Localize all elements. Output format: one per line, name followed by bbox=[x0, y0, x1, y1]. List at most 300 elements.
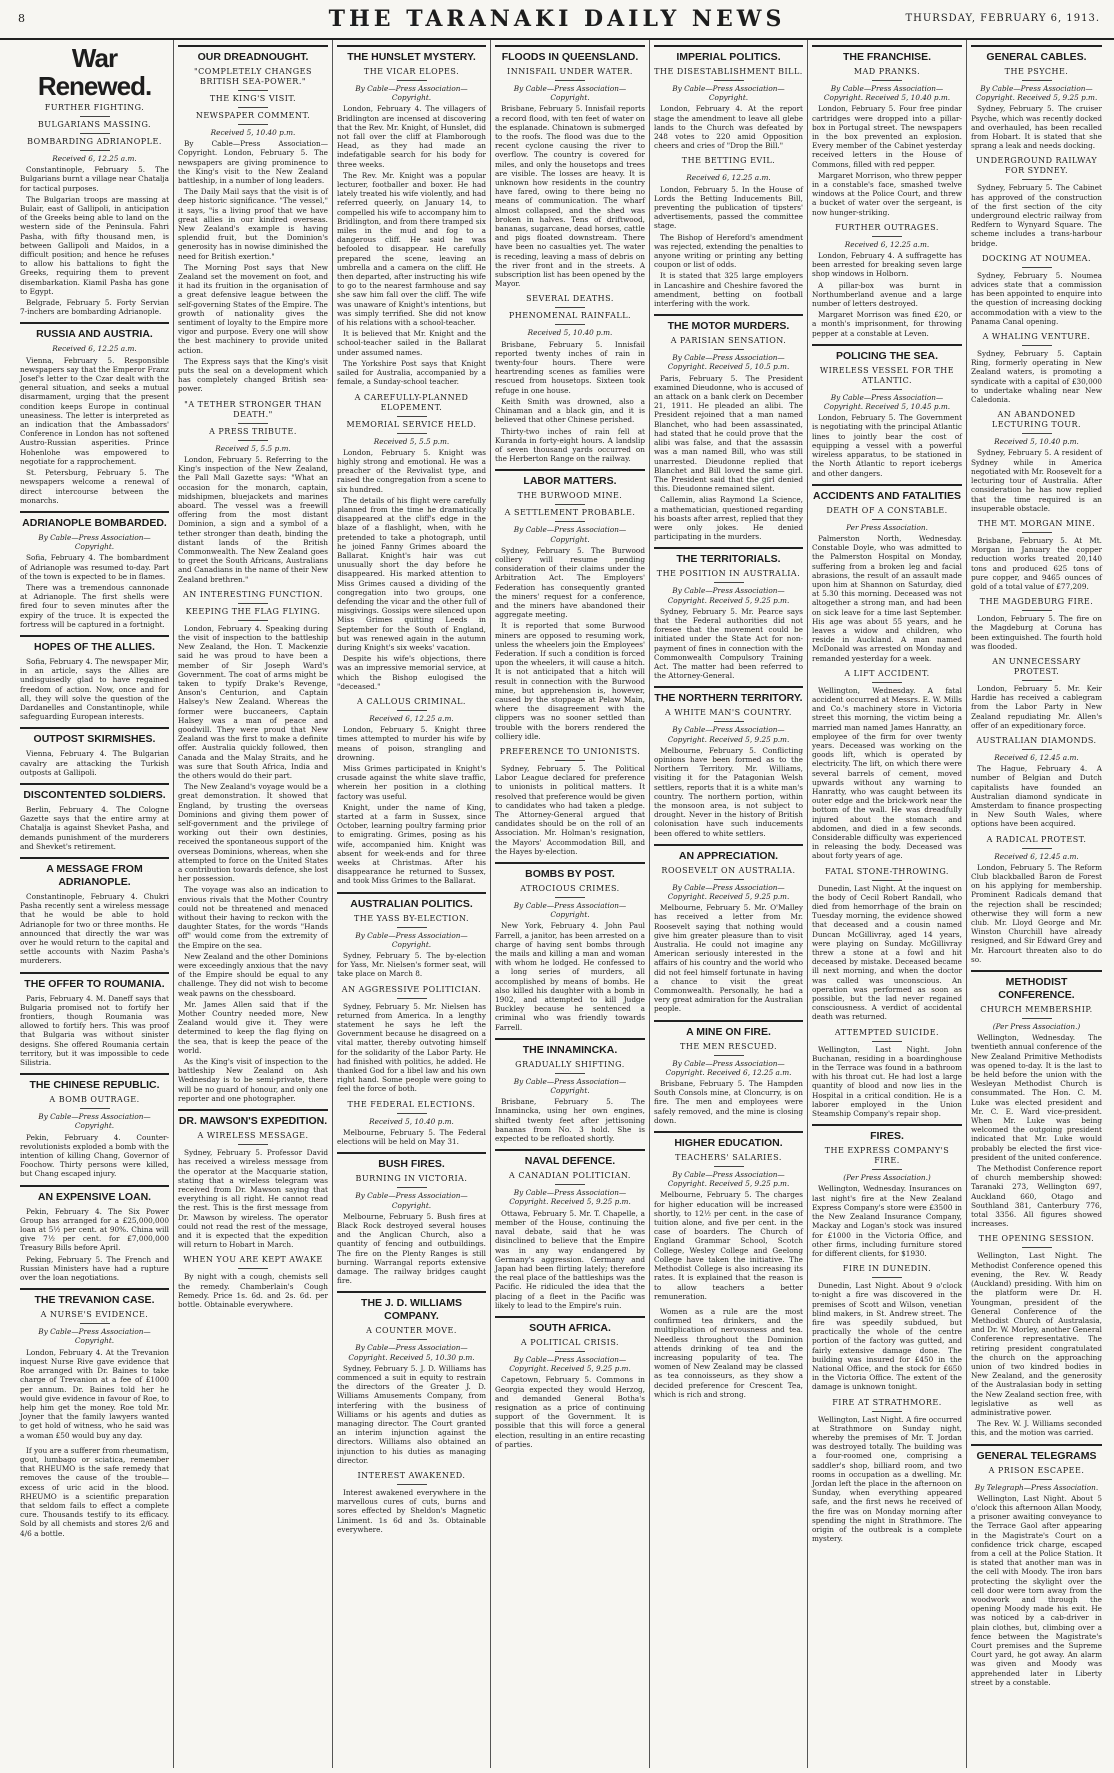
article bbox=[971, 519, 1102, 591]
article-headline: THE MOTOR MURDERS. bbox=[654, 314, 803, 333]
dateline: Received 5, 5.5 p.m. bbox=[373, 436, 450, 446]
dateline: Received 6, 12.25 a.m. bbox=[686, 173, 771, 183]
article-headline: A MINE ON FIRE. bbox=[654, 1020, 803, 1039]
article-paragraph: London, February 5. The Reform Club blackballed Baron de Forest on his applying for membership. Prominent Radicals demand that the rejection shall be rescinded; otherwise they will form a new club. Mr. Lloyd George and Mr. Winston Churchill have already resigned, and Sir Edward Grey and Mr. Harcourt threaten also to do so. bbox=[971, 862, 1102, 964]
divider bbox=[872, 682, 902, 683]
article bbox=[495, 747, 645, 856]
divider bbox=[397, 998, 427, 999]
article bbox=[812, 1028, 962, 1119]
article-paragraph: Palmerston North, Wednesday. Constable Doyle, who was admitted to the Palmerston Hospital on Monday, suffering from a broken leg and facial abrasions, the result of an assault made upon him at Shannon on Saturday, died at 5.30 this morning. Deceased was not altogether a strong man, and had been on sick leave for a time last September. His age was about 55 years, and he leaves a widow and children, who reside in Auckland. A man named McDonald was arrested on Monday and remanded yesterday for a week. bbox=[812, 533, 962, 663]
divider bbox=[714, 1055, 744, 1056]
article-paragraph: Belgrade, February 5. Forty Servian 7-inchers are bombarding Adrianople. bbox=[20, 298, 169, 317]
article-paragraph: Sofia, February 4. The newspaper Mir, in an article, says the Allies are undisguisedly glad to have regained freedom of action. Now, once and for all, they will solve the question of the Dardanelles and Constantinople, while safeguarding European interests. bbox=[20, 656, 169, 722]
article-paragraph: Despite his wife's objections, there was an impressive memorial service, at which the Bishop eulogised the "deceased." bbox=[337, 654, 486, 691]
article-paragraph: The details of his flight were carefully planned from the time he dramatically disappeared at the cliff's edge in the blaze of a flashlight, when, with he pretended to take a photograph, until he joined Fanny Grimes aboard the Ballarat. Knight's hair was cut unusually short the day before he disappeared. His marked attention to Miss Grimes caused a dividing of the congregation into two groups, one defending the vicar and the other full of misgivings. Gossips were silenced upon Miss Grimes quitting Leeds in September for the South of England, but was renewed again in the autumn during Knight's six weeks' vacation. bbox=[337, 495, 486, 652]
article-paragraph: Sydney, February 5. The by-election for Yass, Mr. Nielsen's former seat, will take place on March 8. bbox=[337, 951, 486, 979]
article-paragraph: Wellington, Last Night. About 5 o'clock this afternoon Allan Moody, a prisoner awaiting conveyance to the Terrace Gaol after appearing in the Magistrate's Court on a confidence trick charge, escaped from a cell at the Police Station. It is stated that another man was in the cell with Moody. The iron bars protecting the skylight over the cell door were torn away from the woodwork and through the opening Moody made his exit. He was noticed by a cab-driver in plain clothes, but, climbing over a fence between the Magistrate's Court premises and the Supreme Court yard, he got away. An alarm was given and Moody was apprehended later in Liberty street by a constable. bbox=[971, 1493, 1102, 1687]
article-subheading: WIRELESS VESSEL FOR THE ATLANTIC. bbox=[819, 365, 955, 385]
article bbox=[812, 1398, 962, 1544]
article-paragraph: The Rev. Mr. Knight was a popular lecturer, footballer and boxer. He had lately treated his wife violently, and had referred queerly, on January 14, to compelled his wife to accompany him to Bridlington, and from there tramped six miles in the mud and fog to a dangerous cliff. He said he was befooled to disappear. He carefully prepared the scene, leaving an umbrella and a camera on the cliff. He then departed, after instructing his wife to go to the nearest farmhouse and say she saw him fall over the cliff. The wife was unaware of Knight's intentions, but was simply terrified. She did not know of his relations with a school-teacher. bbox=[337, 170, 486, 328]
divider bbox=[238, 90, 268, 91]
article-subheading: FATAL STONE-THROWING. bbox=[825, 866, 949, 876]
article-paragraph: The Morning Post says that New Zealand set the movement on foot, and it had its fruition in the organisation of a great defensive league between the self-governing States of the Empire. The growth of nationality gives the sentiment of loyalty to the Empire more vigor and purpose. Every one will show the best machinery to provide united action. bbox=[178, 262, 328, 355]
article-subheading: A CAREFULLY-PLANNED ELOPEMENT. bbox=[354, 392, 469, 412]
article-paragraph: Berlin, February 4. The Cologne Gazette says that the entire army at Chatalja is against Shevket Pasha, and demands punishment of the murderers and Shevket's retirement. bbox=[20, 804, 169, 851]
article bbox=[495, 294, 645, 463]
article-subheading: THE MAGDEBURG FIRE. bbox=[979, 597, 1094, 607]
article-paragraph: Sydney, February 5. A resident of Sydney while in America negotiated with Mr. Roosevelt for a lecturing tour of Australia. After consideration he has now replied that the time required is an insuperable obstacle. bbox=[971, 448, 1102, 513]
article-subheading: NEWSPAPER COMMENT. bbox=[195, 111, 311, 120]
article bbox=[971, 156, 1102, 247]
article-paragraph: London, February 4. At the report stage the amendment to leave all glebe lands to the Church was defeated by 248 votes to 220 amid Opposition cheers and cries of "Drop the Bill." bbox=[654, 104, 803, 151]
divider bbox=[714, 879, 744, 880]
article-subheading: THE PSYCHE. bbox=[1004, 67, 1069, 76]
article-paragraph: Sydney, February 5. The Cabinet has approved of the construction of the first section of the city underground electric railway from Redfern to Wynyard Square. The scheme includes a trans-harbour bridge. bbox=[971, 183, 1102, 248]
article-paragraph: London, February 4. A suffragette has been arrested for breaking seven large shop windows in Holborn. bbox=[812, 251, 962, 279]
article-paragraph: Melbourne, February 5. Bush fires at Black Rock destroyed several houses and the Anglican Church, also a quantity of fencing and outbuildings. The fire on the Plenty Ranges is still burning. Warrangal reports extensive damage. The railway bridges caught fire. bbox=[337, 1211, 486, 1286]
article-headline: AN APPRECIATION. bbox=[654, 844, 803, 863]
article-paragraph: Mr. James Allen said that if the Mother Country needed more, New Zealand would give it. They were determined to keep the flag flying on the sea, that is keep the peace of the world. bbox=[178, 999, 328, 1055]
article-headline: BOMBS BY POST. bbox=[495, 862, 645, 881]
article-headline: DR. MAWSON'S EXPEDITION. bbox=[178, 1109, 328, 1128]
divider bbox=[397, 1339, 427, 1340]
divider bbox=[872, 519, 902, 520]
article-paragraph: Sydney, February 5. The cruiser Psyche, which was recently docked and overhauled, has been recalled from Hobart. It is stated that she sprang a leak and needs docking. bbox=[971, 104, 1102, 151]
article bbox=[20, 511, 169, 629]
article-paragraph: The Rev. W. J. Williams seconded this, and the motion was carried. bbox=[971, 1419, 1102, 1438]
article-subheading: SEVERAL DEATHS. bbox=[526, 294, 614, 304]
article-paragraph: Capetown, February 5. Commons in Georgia expected they would Herzog, and demanded General Botha's resignation as a price of continuing support of the Government. It is possible that this will force a general election, resulting in an entire recasting of parties. bbox=[495, 1375, 645, 1449]
article-paragraph: Paris, February 5. The President examined Dieudonne, who is accused of an attack on a bank clerk on December 21, 1911. He pleaded an alibi. The President rejoined that a man named Blanchet, who had been assassinated, had stated that he could prove that the alibi was false, and that the assassin was a man named Bill, who was still unarrested. Dieudonne replied that Blanchet and Bill loved the same girl. The President said that the girl denied this. Dieudonne remained silent. bbox=[654, 373, 803, 494]
divider bbox=[238, 440, 268, 441]
article bbox=[495, 469, 645, 741]
divider bbox=[555, 324, 585, 325]
article bbox=[812, 223, 962, 338]
column-6 bbox=[808, 40, 967, 1768]
article-paragraph: The Bulgarian troops are massing at Bulair, east of Gallipoli, in anticipation of the Greeks being able to land on the western side of the Peninsula. Fahri Pasha, with fifty thousand men, is between Gallipoli and Maidos, in a difficult position; and hence he refuses to allow his battalions to fight the Greeks, requiring them to prevent disembarkation. Kiamil Pasha has gone to Egypt. bbox=[20, 194, 169, 296]
article-paragraph: If you are a sufferer from rheumatism, gout, lumbago or sciatica, remember that RHEUMO is the safe remedy that removes the cause of the trouble—excess of uric acid in the blood. RHEUMO is a scientific preparation that seldom fails to effect a complete cure. Thousands testify to its efficacy. Sold by all chemists and stores 2/6 and 4/6 a bottle. bbox=[20, 1445, 169, 1538]
article-paragraph: Melbourne, February 5. Mr. O'Malley has received a letter from Mr. Roosevelt saying that nothing would give him greater pleasure than to visit Australia. He could not imagine any American seriously interested in the affairs of his country and the world who did not feel himself fortunate in having a chance to visit the great Commonwealth. Personally, he had a very great admiration for the Australian people. bbox=[654, 903, 803, 1014]
article bbox=[812, 344, 962, 478]
article-headline: METHODIST CONFERENCE. bbox=[971, 970, 1102, 1002]
divider bbox=[872, 236, 902, 237]
dateline: By Cable—Press Association—Copyright. bbox=[38, 1327, 151, 1346]
article-subheading: THE FEDERAL ELECTIONS. bbox=[347, 1099, 476, 1109]
article-headline: AN EXPENSIVE LOAN. bbox=[20, 1185, 169, 1204]
article-paragraph: The Bishop of Hereford's amendment was rejected, extending the penalties to anyone writing or printing any betting coupon or list of odds. bbox=[654, 232, 803, 270]
article-subheading: A LIFT ACCIDENT. bbox=[844, 668, 930, 678]
article-paragraph: London, February 5. Knight was highly strong and emotional. He was a preacher of the Revivalist type, and raised the congregation from a scene to six hundred. bbox=[337, 447, 486, 494]
dateline: Received 5, 10.40 p.m. bbox=[210, 128, 296, 137]
article bbox=[812, 1264, 962, 1391]
dateline: By Cable—Press Association—Copyright. Received 5, 9.25 p.m. bbox=[667, 1170, 790, 1189]
article bbox=[337, 1100, 486, 1147]
article-paragraph: By night with a cough, chemists sell the remedy. Chamberlain's Cough Remedy. Price 1s. 6d. and 2s. 6d. per bottle. Obtainable everywhere. bbox=[178, 1272, 328, 1309]
article-paragraph: Wellington, Wednesday. Insurances on last night's fire at the New Zealand Express Company's store were £3500 in the New Zealand Insurance Company, Mackay and Logan's stock was insured for £1000 in the Victoria Office, and other firms, including furniture stored for different clients, for $1930. bbox=[812, 1184, 962, 1258]
page-number: 8 bbox=[18, 12, 25, 25]
article-subheading: A WHALING VENTURE. bbox=[982, 332, 1091, 342]
article bbox=[971, 410, 1102, 513]
article-subheading: A RADICAL PROTEST. bbox=[986, 834, 1087, 844]
divider bbox=[1022, 749, 1052, 750]
divider bbox=[1022, 267, 1052, 268]
divider bbox=[397, 1113, 427, 1114]
article-paragraph: London, February 5. The fire on the Magdeburg at Coruna has been extinguished. The fourth hold was flooded. bbox=[971, 614, 1102, 651]
article-paragraph: Brisbane, February 5. At Mt. Morgan in January the copper reduction works treated 20,140 tons and produced 625 tons of pure copper, and 9465 ounces of gold of a total value of £77,209. bbox=[971, 535, 1102, 591]
article bbox=[971, 254, 1102, 326]
article-subheading: THE EXPRESS COMPANY'S FIRE. bbox=[824, 1146, 950, 1166]
article-paragraph: London, February 5. Mr. Keir Hardie has received a cablegram from the Labor Party in New Zealand repudiating Mr. Allen's offer of an expeditionary force. bbox=[971, 683, 1102, 730]
divider bbox=[714, 349, 744, 350]
article-paragraph: Paris, February 4. M. Daneff says that Bulgaria promised not to fortify her frontiers, though Roumania was allowed to fortify hers. This was proof that Bulgaria was without sinister designs. She offered Roumania certain territory, but it was impossible to cede Silistria. bbox=[20, 993, 169, 1068]
article bbox=[337, 697, 486, 886]
article-paragraph: Sydney, February 5. Captain Ring, formerly operating in New Zealand waters, is promoting a syndicate with a capital of £30,000 to undertake whaling near New Caledonia. bbox=[971, 349, 1102, 405]
article-subheading: AN ABANDONED LECTURING TOUR. bbox=[991, 410, 1082, 430]
divider bbox=[872, 389, 902, 390]
dateline: By Cable—Press Association—Copyright. bbox=[38, 1112, 151, 1131]
article bbox=[495, 1038, 645, 1143]
dateline: Received 5, 5.5 p.m. bbox=[215, 443, 291, 453]
article-subheading: "A TETHER STRONGER THAN DEATH." bbox=[184, 399, 322, 419]
article-paragraph: London, February 5. Four free pindar cartridges were dropped into a pillar-box in Portugal street. The newspapers in the box prevented an explosion. Every member of the Cabinet yesterday received letters in the House of Commons, filled with red pepper. bbox=[812, 104, 962, 169]
article-subheading: THE MEN RESCUED. bbox=[680, 1041, 777, 1051]
divider bbox=[1022, 1018, 1052, 1019]
article-paragraph: London, February 4. Speaking during the visit of inspection to the battleship New Zealand, the Hon. T. Mackenzie said he was proud to have been a member of Sir Joseph Ward's Government. The coat of arms might be taken to typify Drake's Revenge, Anson's Centurion, and Captain Halsey's New Zealand. Whereas the former were buccaneers, Captain Halsey was a man of peace and goodwill. They were proud that New Zealand was the first to make a definite offer. Australia quickly followed, then Canada and the Malay Straits, and he was sure that South Africa, India and the others would do their part. bbox=[178, 623, 328, 780]
article bbox=[812, 484, 962, 663]
divider bbox=[397, 433, 427, 434]
article-subheading: CHURCH MEMBERSHIP. bbox=[980, 1005, 1093, 1015]
article-paragraph: Sydney, February 5. Mr. Nielsen has returned from America. In a lengthy statement he says he left the Government because he disagreed on a vital matter, thereby outvoting himself for the solidarity of the Labor Party. He had finished with politics, he added. He thanked God for a libel law and his own right hand. Some people were going to feel the force of both. bbox=[337, 1001, 486, 1094]
article bbox=[178, 590, 328, 1103]
article bbox=[971, 1444, 1102, 1687]
masthead bbox=[0, 0, 1114, 40]
article-paragraph: London, February 5. Referring to the King's inspection of the New Zealand, the Pall Mall Gazette says: "What an occasion for the monarch, captain, midshipmen, bluejackets and marines aboard. The vessel was a freewill offering from the most distant Dominion, a sign and a symbol of a tether stronger than death, binding the distant lands of the British Commonwealth. The New Zealand goes to greet the South Africans, Australians and Canadians in the name of their New Zealand brethren." bbox=[178, 454, 328, 584]
article-headline: IMPERIAL POLITICS. bbox=[654, 45, 803, 64]
divider bbox=[872, 1277, 902, 1278]
article bbox=[20, 1288, 169, 1439]
article bbox=[654, 547, 803, 680]
dateline: By Cable—Press Association—Copyright. Received 5, 9.25 p.m. bbox=[667, 882, 790, 901]
dateline: By Cable—Press Association—Copyright. bbox=[38, 532, 151, 552]
article-paragraph: The Methodist Conference report of church membership showed: Taranaki 273, Wellington 697, Auckland 660, Otago and Southland 381, Canterbury 776, total 3356. All figures showed increases. bbox=[971, 1164, 1102, 1229]
article-subheading: THE BETTING EVIL. bbox=[681, 156, 776, 166]
article-headline: POLICING THE SEA. bbox=[812, 344, 962, 363]
article bbox=[654, 1307, 803, 1399]
article-headline: A MESSAGE FROM ADRIANOPLE. bbox=[20, 857, 169, 889]
article bbox=[337, 1471, 486, 1534]
dateline: Received 5, 10.40 p.m. bbox=[369, 1116, 454, 1126]
divider bbox=[555, 80, 585, 81]
dateline: Received 5, 10.40 p.m. bbox=[527, 328, 613, 338]
article-paragraph: Miss Grimes participated in Knight's crusade against the white slave traffic, wherein her position in a clothing factory was useful. bbox=[337, 764, 486, 801]
article-subheading: MEMORIAL SERVICE HELD. bbox=[346, 419, 477, 429]
article-subheading: A BOMB OUTRAGE. bbox=[49, 1095, 140, 1105]
article-paragraph: The voyage was also an indication to envious rivals that the Mother Country could not be threatened and menaced without their having to reckon with the daughter States, for the words "Hands off" would come from the extremity of the Empire on the sea. bbox=[178, 885, 328, 950]
divider bbox=[238, 107, 268, 108]
article-paragraph: Interest awakened everywhere in the marvellous cures of cuts, burns and sores effected by Sheldon's Magnetic Liniment. 1s 6d and 3s. Obtainable everywhere. bbox=[337, 1487, 486, 1534]
article-headline: ACCIDENTS AND FATALITIES bbox=[812, 484, 962, 503]
article bbox=[20, 783, 169, 851]
article bbox=[178, 1255, 328, 1309]
article-paragraph: London, February 4. The villagers of Bridlington are incensed at discovering that the Rev. Mr. Knight, of Hunslet, did not fall over the cliff at Flamborough Head, as they had made an indefatigable search for his body for three weeks. bbox=[337, 104, 486, 169]
article-headline: THE TREVANION CASE. bbox=[20, 1288, 169, 1307]
column-1 bbox=[16, 40, 174, 1768]
article-headline: SOUTH AFRICA. bbox=[495, 1316, 645, 1335]
divider bbox=[238, 124, 268, 125]
article-headline: FIRES. bbox=[812, 1124, 962, 1143]
divider bbox=[397, 80, 427, 81]
article bbox=[971, 332, 1102, 404]
divider bbox=[80, 1323, 110, 1324]
article bbox=[654, 1020, 803, 1125]
dateline: By Cable—Press Association—Copyright. Received 5, 9.25 p.m. bbox=[667, 725, 790, 744]
article-subheading: DEATH OF A CONSTABLE. bbox=[826, 505, 948, 515]
article bbox=[971, 657, 1102, 730]
article-paragraph: Vienna, February 4. The Bulgarian cavalry are attacking the Turkish outposts at Gallipoli. bbox=[20, 749, 169, 777]
divider bbox=[1022, 1247, 1052, 1248]
article bbox=[20, 44, 169, 316]
article-headline: FLOODS IN QUEENSLAND. bbox=[495, 45, 645, 64]
article-paragraph: Sydney, February 5. The Political Labor League declared for preference to unionists in political matters. It resolved that preference would be given to candidates who had taken a pledge. The Attorney-General argued that candidates should be on the roll of an Association. Mr. Holman's resignation, the Mayors' Accommodation Bill, and the Hayes by-election. bbox=[495, 763, 645, 856]
article bbox=[812, 45, 962, 217]
dateline: By Cable—Press Association—Copyright. bbox=[513, 525, 627, 544]
dateline: Received 5, 10.40 p.m. bbox=[994, 437, 1079, 447]
article-paragraph: Melbourne, February 5. Conflicting opinions have been formed as to the Northern Territory. Mr. Williams, visiting it for the Patagonian Welsh settlers, reports that it is a white man's country. The northern portion, within the monsoon area, is not subject to drought. Never in the history of British colonisation have such inducements been offered to white settlers. bbox=[654, 745, 803, 838]
divider bbox=[1022, 680, 1052, 681]
divider bbox=[238, 603, 268, 604]
article-headline: GENERAL CABLES. bbox=[971, 45, 1102, 64]
dateline: By Cable—Press Association—Copyright. Received 5, 10.45 p.m. bbox=[823, 392, 951, 412]
article-headline: THE J. D. WILLIAMS COMPANY. bbox=[337, 1291, 486, 1323]
divider bbox=[1022, 610, 1052, 611]
article bbox=[20, 727, 169, 777]
column-2 bbox=[174, 40, 333, 1768]
article-paragraph: London, February 5. The Government is negotiating with the principal Atlantic lines to jointly bear the cost of equipping a vessel with a powerful wireless apparatus, to be stationed in the North Atlantic to report icebergs and other dangers. bbox=[812, 413, 962, 478]
article-subheading: A CANADIAN POLITICIAN. bbox=[509, 1171, 631, 1181]
article-headline: THE FRANCHISE. bbox=[812, 45, 962, 64]
divider bbox=[714, 582, 744, 583]
dateline: By Cable—Press Association—Copyright. bbox=[513, 84, 627, 103]
article-paragraph: London, February 4. At the Trevanion inquest Nurse Rive gave evidence that Roe arranged with Dr. Baines to take charge of Trevanion at a fee of £1000 per annum. Dr. Baines told her he would give evidence in favour of Roe, to help him get the money. Roe told Mr. Joyner that the family lawyers wanted to get hold of witness, who he said was a woman £50 would buy any day. bbox=[20, 1347, 169, 1440]
article-subheading: PHENOMENAL RAINFALL. bbox=[508, 311, 632, 321]
article-headline: THE HUNSLET MYSTERY. bbox=[337, 45, 486, 64]
article bbox=[812, 1124, 962, 1258]
article-paragraph: Pekin, February 4. The Six Power Group has arranged for a £25,000,000 loan at 5½ per cent. at 90%. China will give 7½ per cent. for £7,000,000 Treasury Bills before April. bbox=[20, 1206, 169, 1253]
article-paragraph: It is reported that some Burwood miners are opposed to resuming work, unless the wheelers join the Employees' Federation. If such a condition is forced upon the wheelers, it will cause a hitch. It is not anticipated that a hitch will result in connection with the Burwood mine, but apprehension is, however, caused by the stoppage at Pelaw Main, where the disagreement with the clippers was no sooner settled than trouble with the borers rendered the colliery idle. bbox=[495, 621, 645, 741]
article-paragraph: London, February 5. Knight three times attempted to murder his wife by means of poison, strangling and drowning. bbox=[337, 725, 486, 762]
article-subheading: AUSTRALIAN DIAMONDS. bbox=[976, 735, 1097, 745]
article-headline: HIGHER EDUCATION. bbox=[654, 1131, 803, 1150]
article-paragraph: Brisbane, February 5. Innisfail reports a record flood, with ten feet of water on the esplanade. Chinatown is submerged to the roofs. The flood was due to the recent cyclone causing the river to overflow. The country is covered for miles, and only the housetops and trees are visible. The losses are heavy. It is unknown how residents in the country have fared, owing to there being no means of communication. The wharf almost collapsed, and the shed was broken in halves. Tens of driftwood, bananas, sugarcane, dead horses, cattle and pigs floated downstream. There have been no casualties yet. The water is receding, leaving a mass of debris on the river front and in the streets. A subscription list has been opened by the Mayor. bbox=[495, 104, 645, 289]
column-4 bbox=[491, 40, 650, 1768]
article bbox=[654, 1131, 803, 1301]
divider bbox=[872, 1169, 902, 1170]
article-subheading: AN AGGRESSIVE POLITICIAN. bbox=[341, 984, 482, 994]
article bbox=[495, 1149, 645, 1310]
article bbox=[20, 1185, 169, 1283]
article-paragraph: Constantinople, February 5. The Bulgarians burnt a village near Chatalja for tactical purposes. bbox=[20, 165, 169, 193]
article-paragraph: Callemin, alias Raymond La Science, a mathematician, questioned regarding his boasts after arrest, replied that they were only jokes. He denied participating in the murders. bbox=[654, 495, 803, 542]
article-subheading: FURTHER OUTRAGES. bbox=[835, 222, 939, 232]
column-3 bbox=[333, 40, 491, 1768]
article bbox=[812, 867, 962, 1022]
article-subheading: FIRE AT STRATHMORE. bbox=[832, 1397, 942, 1407]
article-paragraph: Sydney, February 5. J. D. Williams has commenced a suit in equity to restrain the directors of the Greater J. D. Williams Amusements Company, from interfering with the business of Williams or his agents and duties as managing director. The Court granted an interim injunction against the directors. Williams also obtained an injunction to his duties as managing director. bbox=[337, 1363, 486, 1465]
article bbox=[337, 45, 486, 387]
article-paragraph: Sofia, February 4. The bombardment of Adrianople was resumed to-day. Part of the town is expected to be in flames. bbox=[20, 553, 169, 581]
divider bbox=[238, 423, 268, 424]
article-subheading: THE DISESTABLISHMENT BILL. bbox=[654, 67, 803, 76]
article-headline: THE INNAMINCKA. bbox=[495, 1038, 645, 1057]
article bbox=[654, 844, 803, 1014]
article bbox=[20, 322, 169, 504]
article bbox=[20, 857, 169, 966]
dateline: Received 6, 12.25 a.m. bbox=[52, 154, 137, 163]
article-paragraph: Peking, February 5. The French and Russian Ministers have had a rupture over the loan negotiations. bbox=[20, 1254, 169, 1283]
article-paragraph: It is stated that 325 large employers in Lancashire and Cheshire favored the amendment, betting on football interfering with the work. bbox=[654, 271, 803, 309]
divider bbox=[555, 1073, 585, 1074]
article-headline: THE OFFER TO ROUMANIA. bbox=[20, 972, 169, 991]
article-subheading: THE KING'S VISIT. bbox=[209, 94, 297, 103]
article-headline: AUSTRALIAN POLITICS. bbox=[337, 892, 486, 911]
article-subheading: BURNING IN VICTORIA. bbox=[355, 1174, 468, 1184]
article-subheading: A POLITICAL CRISIS. bbox=[520, 1337, 620, 1347]
article-paragraph: Pekin, February 4. Counter-revolutionists exploded a bomb with the intention of killing Chang, Governor of Foochow. Thirty persons were killed, but Chang escaped injury. bbox=[20, 1132, 169, 1179]
article-headline: THE CHINESE REPUBLIC. bbox=[20, 1073, 169, 1092]
article-subheading: THE MT. MORGAN MINE. bbox=[977, 518, 1096, 528]
article-paragraph: Wellington, Wednesday. The twentieth annual conference of the New Zealand Primitive Methodists was opened to-day. It is the last to be held before the union with the Wesleyan Methodist Church is consummated. The Hon. C. M. Luke was elected president and Mr. C. E. Ward vice-president. When Mr. Luke was being welcomed the outgoing president indicated that Mr. Luke would probably be elected the first vice-president of the united conference. bbox=[971, 1033, 1102, 1162]
dateline: By Cable—Press Association—Copyright. Received 5, 10.40 p.m. bbox=[823, 84, 951, 103]
article-paragraph: St. Petersburg, February 5. The newspapers welcome a renewal of direct intercourse between the monarchs. bbox=[20, 468, 169, 505]
dateline: Received 6, 12.25 a.m. bbox=[52, 344, 137, 354]
article bbox=[495, 45, 645, 288]
article-subheading: FURTHER FIGHTING. bbox=[44, 103, 145, 112]
article-subheading: KEEPING THE FLAG FLYING. bbox=[185, 606, 321, 616]
dateline: Received 6, 12.25 a.m. bbox=[844, 239, 930, 249]
article bbox=[178, 1109, 328, 1249]
article-paragraph: Brisbane, February 5. Innisfail reported twenty inches of rain in twenty-four hours. There were heartrending scenes as families were rescued from housetops. Sixteen took refuge in one house. bbox=[495, 339, 645, 395]
article-subheading: TEACHERS' SALARIES. bbox=[675, 1153, 782, 1163]
article-subheading: ATTEMPTED SUICIDE. bbox=[834, 1027, 940, 1037]
article bbox=[495, 1316, 645, 1449]
article-subheading: A CALLOUS CRIMINAL. bbox=[357, 696, 466, 706]
article-subheading: A PARISIAN SENSATION. bbox=[670, 336, 787, 346]
article-headline: BUSH FIRES. bbox=[337, 1152, 486, 1171]
divider bbox=[555, 504, 585, 505]
divider bbox=[80, 133, 110, 134]
article-subheading: INNISFAIL UNDER WATER. bbox=[507, 67, 633, 76]
article-headline: THE NORTHERN TERRITORY. bbox=[654, 686, 803, 705]
divider bbox=[872, 1411, 902, 1412]
article-subheading: AN UNNECESSARY PROTEST. bbox=[992, 656, 1081, 676]
divider bbox=[872, 880, 902, 881]
article-paragraph: Wellington, Last Night. John Buchanan, residing in a boardinghouse in the Terrace was found in a bathroom with his throat cut. He had lost a large quantity of blood and now lies in the Hospital in a critical condition. He is a laborer employed in the Union Steamship Company's repair shop. bbox=[812, 1044, 962, 1119]
article-paragraph: The Yorkshire Post says that Knight sailed for Australia, accompanied by a female, a Sunday-school teacher. bbox=[337, 358, 486, 387]
article-headline: GENERAL TELEGRAMS bbox=[971, 1444, 1102, 1463]
divider bbox=[80, 116, 110, 117]
article bbox=[20, 635, 169, 721]
article-paragraph: Knight, under the name of King, started at a farm in Sussex, since October, learning poultry farming prior to emigrating. Grimes, posing as his wife, accompanied him. Knight was absent for week-ends and for three weeks at Christmas. After his disappearance he returned to Sussex, and took Miss Grimes to the Ballarat. bbox=[337, 802, 486, 886]
article-paragraph: The Hague, February 4. A number of Belgian and Dutch capitalists have founded an Australian diamond syndicate in Amsterdam to finance prospecting in New South Wales, where options have been acquired. bbox=[971, 764, 1102, 829]
divider bbox=[80, 1108, 110, 1109]
article bbox=[971, 1234, 1102, 1437]
article bbox=[971, 45, 1102, 150]
article-headline: LABOR MATTERS. bbox=[495, 469, 645, 488]
article-subheading: THE VICAR ELOPES. bbox=[363, 67, 460, 76]
article-paragraph: Sydney, February 5. Mr. Pearce says that the Federal authorities did not foresee that the movement could be initiated under the State Act for non-payment of fines in connection with the Commonwealth Compulsory Training Act. The matter had been referred to the Attorney-General. bbox=[654, 606, 803, 681]
article-subheading: "COMPLETELY CHANGES BRITISH SEA-POWER." bbox=[194, 67, 312, 86]
article-headline: OUR DREADNOUGHT. bbox=[178, 45, 328, 64]
article-subheading: BULGARIANS MASSING. bbox=[37, 120, 152, 129]
article bbox=[20, 1446, 169, 1538]
article-paragraph: Melbourne, February 5. The Federal elections will be held on May 31. bbox=[337, 1127, 486, 1147]
divider bbox=[397, 1187, 427, 1188]
article-paragraph: Wellington, Wednesday. A fatal accident occurred at Messrs. E. W. Mills and Co.'s machinery store in Victoria street this morning, the victim being a married man named James Hanratty, an employee of the firm for over twenty years. Deceased was working on the goods lift, which is operated by electricity. The lift, on which there were several barrels of cement, moved upwards without any warning to Hanratty, who was caught between its outer edge and the brick-work near the bottom of the wall. He was dreadfully injured about the stomach and abdomen, and died in a few seconds. Considerable difficulty was experienced in releasing the body. Deceased was about forty years of age. bbox=[812, 685, 962, 861]
divider bbox=[397, 416, 427, 417]
divider bbox=[397, 1484, 427, 1485]
article-paragraph: The Daily Mail says that the visit is of deep historic significance. "The vessel," it says, "is a living proof that we have great allies in our kindred overseas. New Zealand's example is having splendid fruit, but the Dominion's generosity has in nowise diminished the need for British exertion." bbox=[178, 187, 328, 261]
article-headline: ADRIANOPLE BOMBARDED. bbox=[20, 511, 169, 530]
article-subheading: AN INTERESTING FUNCTION. bbox=[183, 589, 323, 599]
article-paragraph: Thirty-two inches of rain fell at Kuranda in forty-eight hours. A landslip of seven thousand yards occurred on the Herberton Range on the railway. bbox=[495, 426, 645, 464]
article-paragraph: New Zealand and the other Dominions were exceedingly anxious that the navy of the Empire should be equal to any challenge. They did not wish to become weak pawns on the chessboard. bbox=[178, 951, 328, 998]
article-paragraph: The New Zealand's voyage would be a great demonstration. It showed that England, by trusting the overseas Dominions and giving them power of self-government and the privilege of working out their own destinies, received the spontaneous support of the overseas Dominions, whereas, when she attempted to force on the United States a contribution towards defence, she lost her possession. bbox=[178, 782, 328, 884]
dateline: By Cable—Press Association—Copyright. Received 5, 9.25 p.m. bbox=[509, 1188, 631, 1207]
article bbox=[654, 156, 803, 308]
article bbox=[971, 970, 1102, 1228]
article-subheading: ATROCIOUS CRIMES. bbox=[520, 884, 620, 894]
article-headline: DISCONTENTED SOLDIERS. bbox=[20, 783, 169, 802]
divider bbox=[555, 1184, 585, 1185]
lead-headline: War Renewed. bbox=[37, 43, 152, 101]
dateline: By Cable—Press Association—Copyright. bbox=[355, 84, 468, 103]
article-subheading: THE YASS BY-ELECTION. bbox=[353, 913, 470, 923]
divider bbox=[1022, 80, 1052, 81]
article bbox=[178, 400, 328, 584]
article bbox=[971, 597, 1102, 651]
divider bbox=[555, 1351, 585, 1352]
dateline: (Per Press Association.) bbox=[992, 1022, 1081, 1032]
dateline: (Per Press Association.) bbox=[843, 1173, 931, 1183]
article-paragraph: Women as a rule are the most confirmed tea drinkers, and the multiplication of nervousness and tea. Needless throughout the Dominion attends drinking of tea and the increasing popularity of tea. The women of New Zealand may be classed as tea connoisseurs, as they show a decided preference for Crescent Tea, which is rich and strong. bbox=[654, 1306, 803, 1399]
dateline: By Telegraph—Press Association. bbox=[974, 1482, 1099, 1492]
dateline: Received 6, 12.45 a.m. bbox=[994, 851, 1079, 861]
divider bbox=[397, 927, 427, 928]
article bbox=[654, 686, 803, 837]
dateline: By Cable—Press Association—Copyright. Received 6, 12.25 a.m. bbox=[665, 1058, 792, 1077]
article-paragraph: Brisbane, February 5. The Innamincka, using her own engines, shifted twenty feet after jettisoning bananas from No. 3 hold. She is expected to be refloated shortly. bbox=[495, 1097, 645, 1144]
divider bbox=[555, 897, 585, 898]
article-subheading: INTEREST AWAKENED. bbox=[357, 1470, 466, 1480]
dateline: By Cable—Press Association—Copyright. Received 5, 9.25 p.m. bbox=[975, 84, 1098, 103]
divider bbox=[238, 1268, 268, 1269]
article-paragraph: Dunedin, Last Night. At the inquest on the body of Cecil Robert Randall, who died from hemorrhage of the brain on Tuesday morning, the evidence showed that deceased and a cousin named Duncan McGillivray, aged 14 years, were playing on Sunday. McGillivray threw a stone at a fowl and hit deceased by mistake. Deceased became ill next morning, and when the doctor was called was unconscious. An operation was performed as soon as possible, but the lad never regained consciousness. A verdict of accidental death was returned. bbox=[812, 883, 962, 1022]
article-paragraph: London, February 5. In the House of Lords the Betting Inducements Bill, preventing the publication of tipsters' advertisements, passed the committee stage. bbox=[654, 184, 803, 231]
divider bbox=[1022, 179, 1052, 180]
dateline: By Cable—Press Association—Copyright. bbox=[513, 901, 627, 920]
article-subheading: A COUNTER MOVE. bbox=[366, 1326, 457, 1336]
article-subheading: GRADUALLY SHIFTING. bbox=[515, 1059, 625, 1069]
divider bbox=[714, 80, 744, 81]
article-paragraph: Margaret Morrison was fined £20, or a month's imprisonment, for throwing pepper at a constable at Leven. bbox=[812, 310, 962, 338]
article bbox=[337, 1152, 486, 1285]
article-subheading: MAD PRANKS. bbox=[853, 67, 921, 76]
article-paragraph: Keith Smith was drowned, also a Chinaman and a black gin, and it is believed that other Chinese perished. bbox=[495, 396, 645, 425]
divider bbox=[1022, 848, 1052, 849]
divider bbox=[1022, 345, 1052, 346]
article-subheading: A WHITE MAN'S COUNTRY. bbox=[665, 708, 792, 718]
article-paragraph: A pillar-box was burnt in Northumberland avenue and a large number of letters destroyed. bbox=[812, 280, 962, 309]
